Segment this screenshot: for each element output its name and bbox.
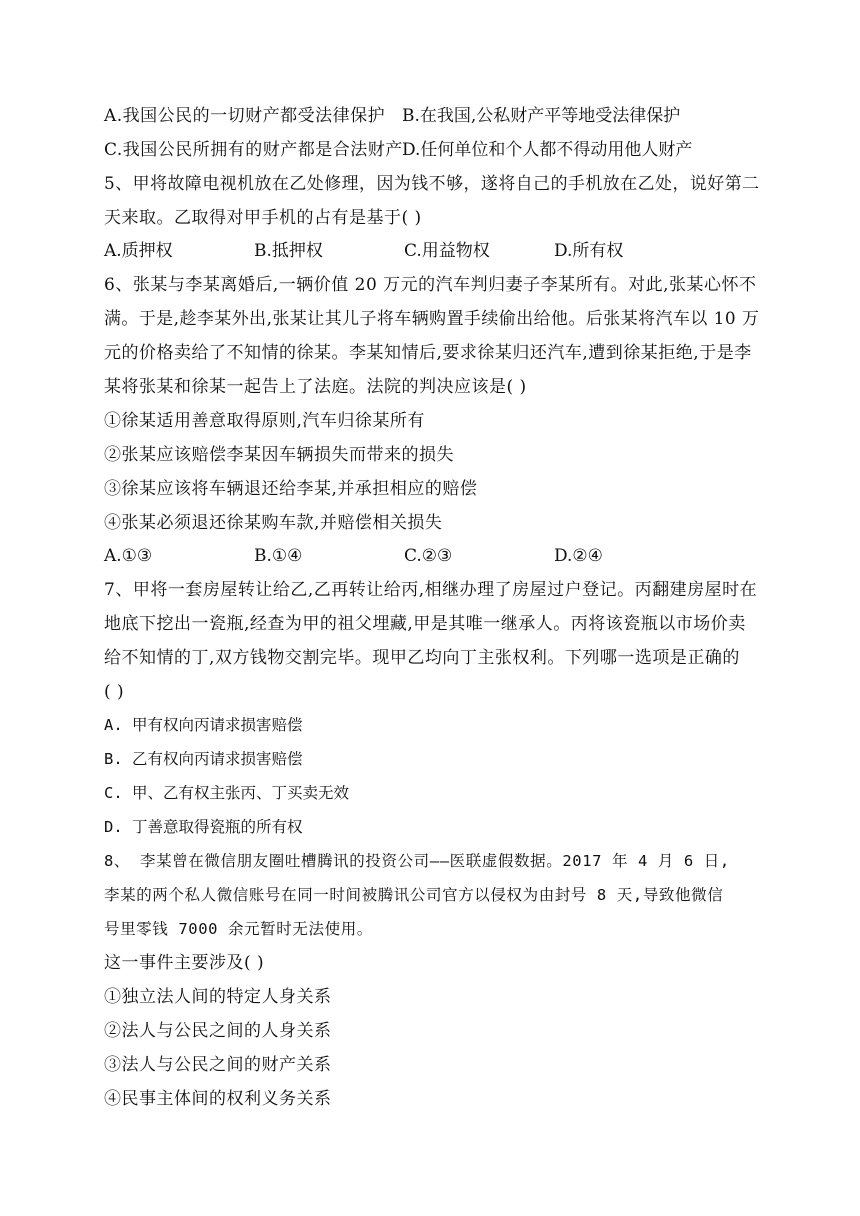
q5-stem-line-1: 5、甲将故障电视机放在乙处修理，因为钱不够，遂将自己的手机放在乙处，说好第二 (104, 174, 760, 194)
q8-statement-1: ①独立法人间的特定人身关系 (104, 987, 332, 1007)
q4-option-d: D.任何单位和个人都不得动用他人财产 (402, 140, 693, 160)
q7-stem-line-1: 7、甲将一套房屋转让给乙,乙再转让给丙,相继办理了房屋过户登记。丙翻建房屋时在 (104, 580, 758, 600)
q7-option-d: D. 丁善意取得瓷瓶的所有权 (104, 818, 303, 836)
q6-statement-3: ③徐某应该将车辆退还给李某,并承担相应的赔偿 (104, 479, 478, 499)
q6-stem-line-1: 6、张某与李某离婚后,一辆价值 20 万元的汽车判归妻子李某所有。对此,张某心怀不 (104, 275, 757, 295)
q6-statement-4: ④张某必须退还徐某购车款,并赔偿相关损失 (104, 513, 443, 533)
q6-option-d: D.②④ (554, 546, 603, 566)
q8-statement-3: ③法人与公民之间的财产关系 (104, 1055, 332, 1075)
q5-option-a: A.质押权 (104, 241, 173, 261)
q7-stem-line-2: 地底下挖出一瓷瓶,经查为甲的祖父埋藏,甲是其唯一继承人。丙将该瓷瓶以市场价卖 (104, 614, 746, 634)
q8-stem-line-4: 这一事件主要涉及( ) (104, 953, 265, 973)
q7-answer-blank: ( ) (104, 682, 125, 702)
q5-option-c: C.用益物权 (404, 241, 490, 261)
q7-stem-line-3: 给不知情的丁,双方钱物交割完毕。现甲乙均向丁主张权利。下列哪一选项是正确的 (104, 648, 740, 668)
q8-stem-line-2: 李某的两个私人微信账号在同一时间被腾讯公司官方以侵权为由封号 8 天,导致他微信 (104, 886, 724, 904)
q6-stem-line-3: 元的价格卖给了不知情的徐某。李某知情后,要求徐某归还汽车,遭到徐某拒绝,于是李 (104, 343, 752, 363)
q5-option-b: B.抵押权 (254, 241, 323, 261)
q4-option-b: B.在我国,公私财产平等地受法律保护 (402, 106, 681, 126)
q7-option-b: B. 乙有权向丙请求损害赔偿 (104, 750, 303, 768)
q8-statement-2: ②法人与公民之间的人身关系 (104, 1021, 332, 1041)
q5-stem-line-2: 天来取。乙取得对甲手机的占有是基于( ) (104, 208, 422, 228)
q7-option-c: C. 甲、乙有权主张丙、丁买卖无效 (104, 784, 349, 802)
q6-option-c: C.②③ (404, 546, 453, 566)
q8-statement-4: ④民事主体间的权利义务关系 (104, 1089, 332, 1109)
q6-statement-1: ①徐某适用善意取得原则,汽车归徐某所有 (104, 411, 425, 431)
q6-option-b: B.①④ (254, 546, 303, 566)
q8-stem-line-1: 8、 李某曾在微信朋友圈吐槽腾讯的投资公司——医联虚假数据。2017 年 4 月 6 日, (104, 852, 730, 870)
q4-option-a: A.我国公民的一切财产都受法律保护 (104, 106, 386, 126)
q8-stem-line-3: 号里零钱 7000 余元暂时无法使用。 (104, 920, 373, 938)
q6-stem-line-2: 满。于是,趁李某外出,张某让其儿子将车辆购置手续偷出给他。后张某将汽车以 10 万 (104, 309, 760, 329)
q6-statement-2: ②张某应该赔偿李某因车辆损失而带来的损失 (104, 445, 454, 465)
q6-option-a: A.①③ (104, 546, 153, 566)
q5-option-d: D.所有权 (554, 241, 624, 261)
q6-stem-line-4: 某将张某和徐某一起告上了法庭。法院的判决应该是( ) (104, 377, 527, 397)
q7-option-a: A. 甲有权向丙请求损害赔偿 (104, 716, 303, 734)
q4-option-c: C.我国公民所拥有的财产都是合法财产 (104, 140, 403, 160)
